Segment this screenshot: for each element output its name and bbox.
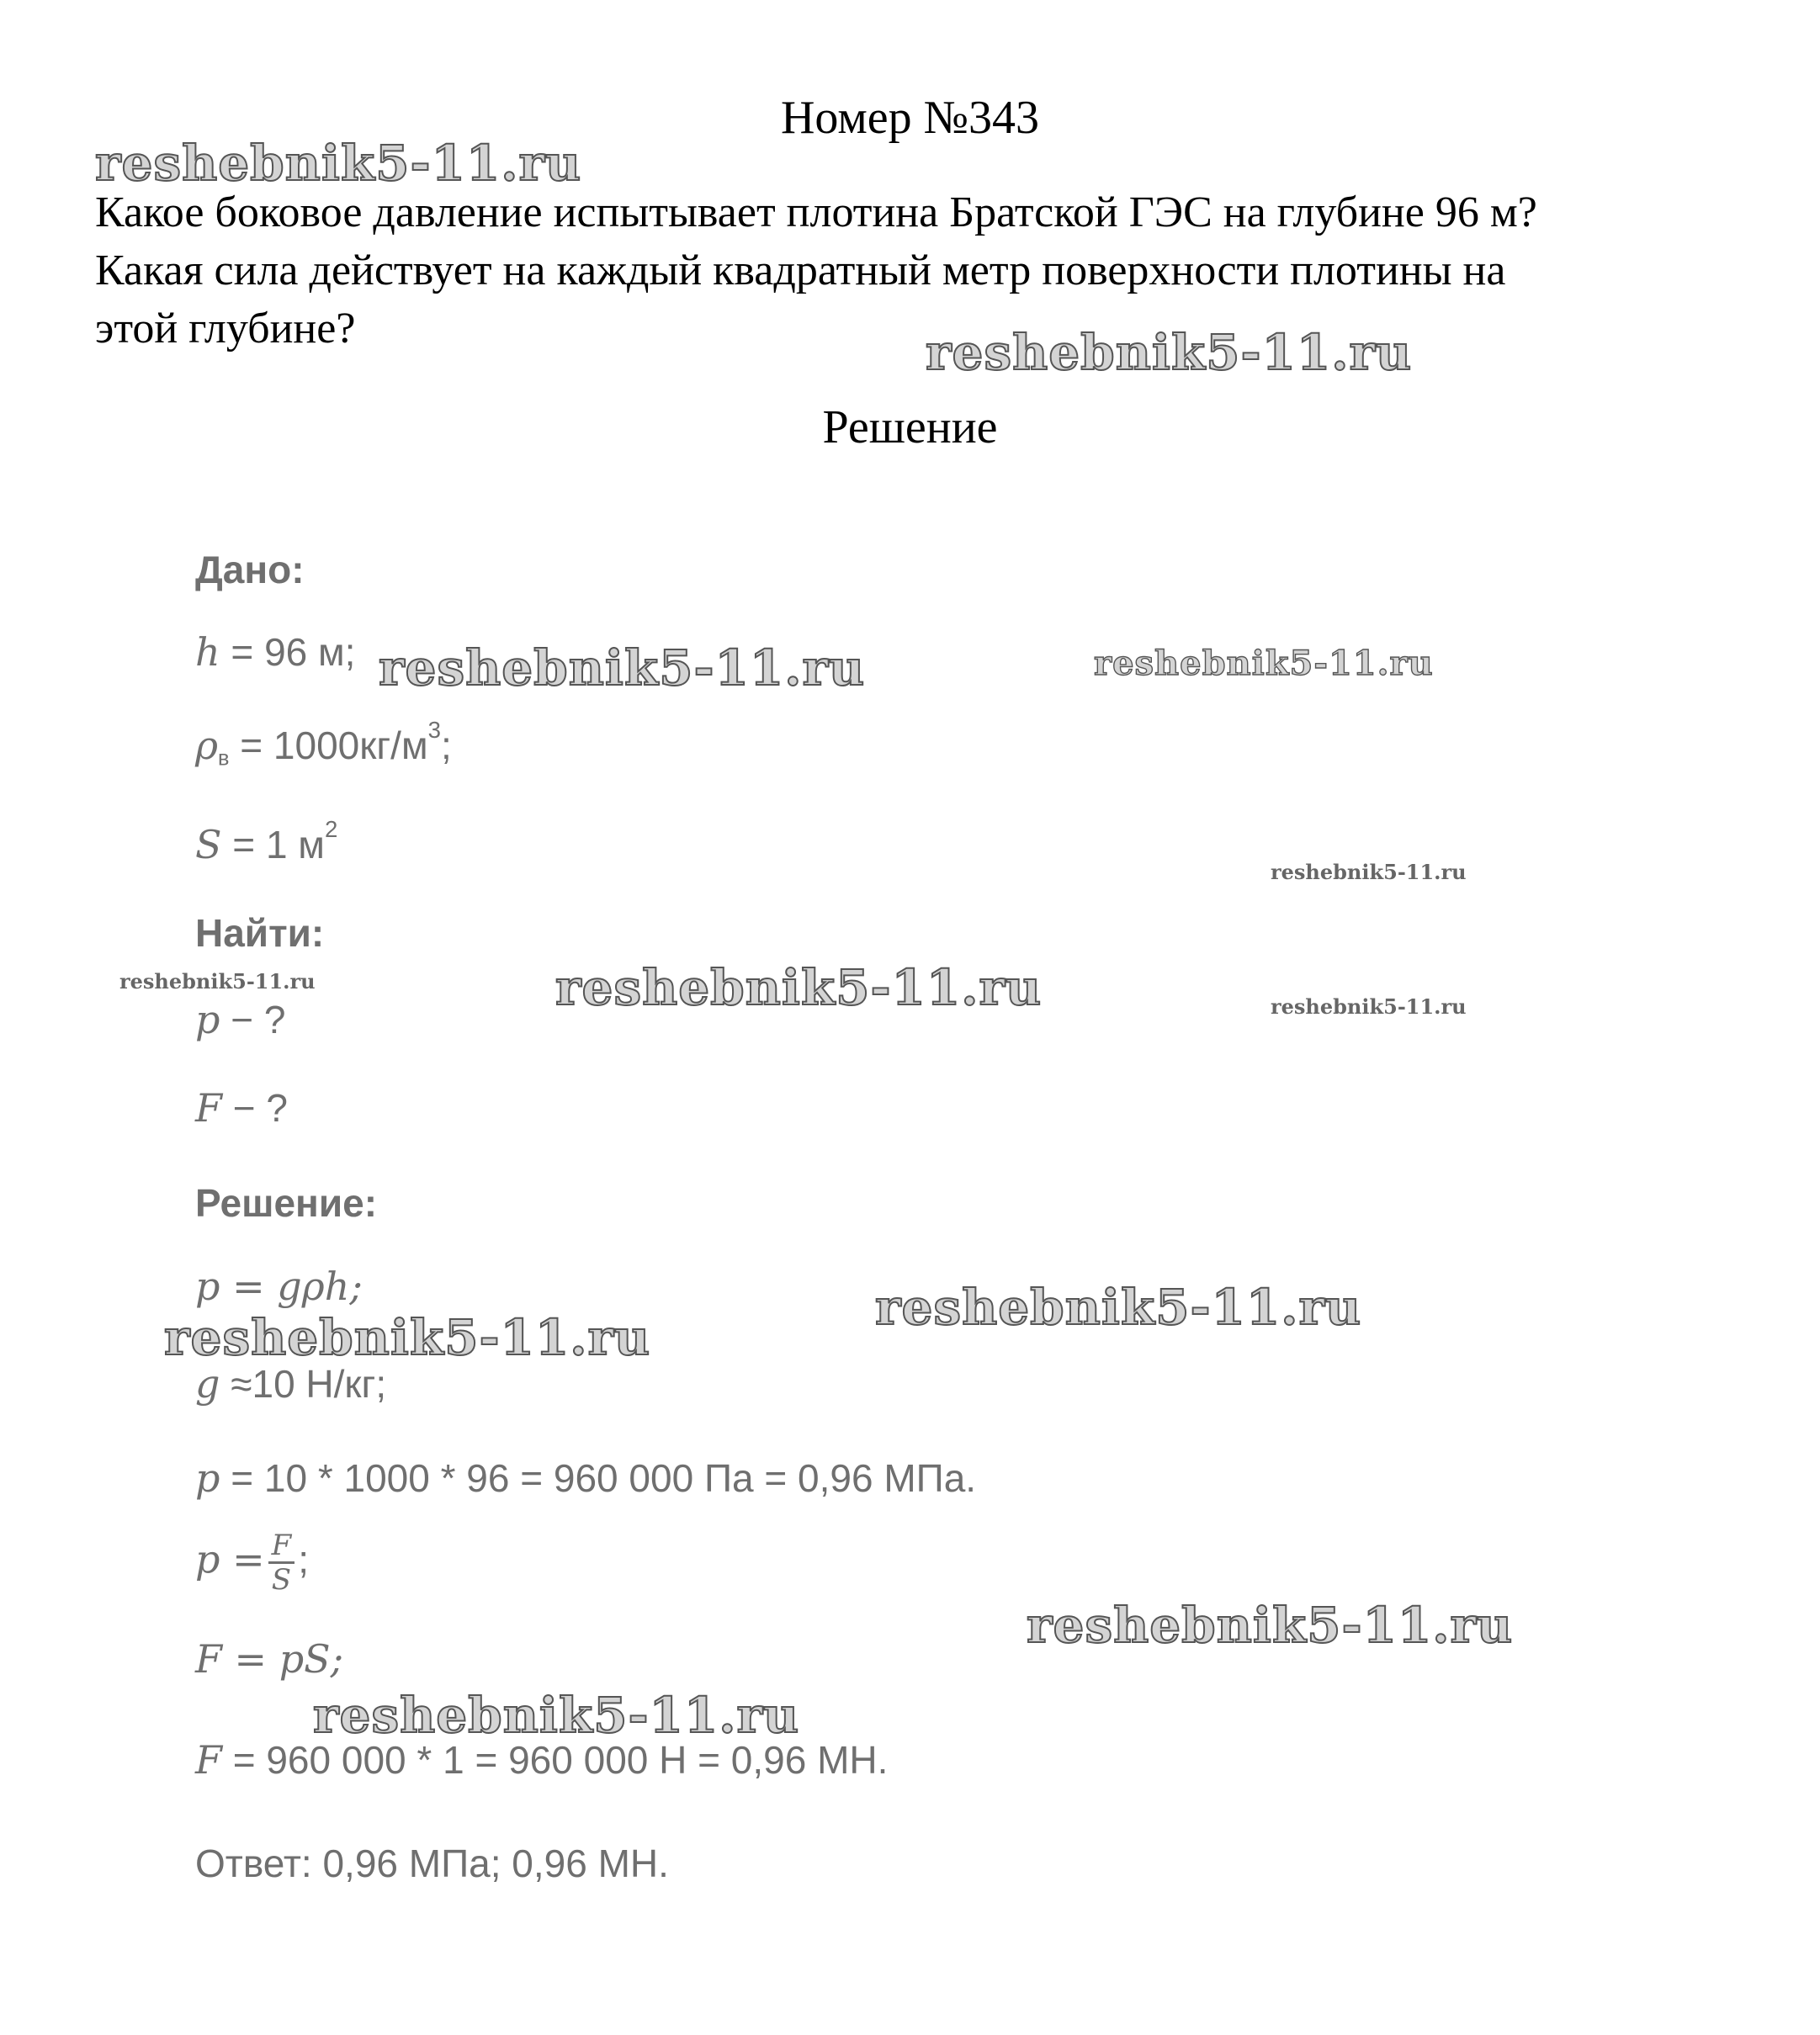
fraction xyxy=(268,1529,295,1596)
page-title: Номер №343 xyxy=(780,92,1040,144)
find-label: Найти: xyxy=(195,911,325,955)
solution-heading: Решение xyxy=(822,401,998,453)
calc-force xyxy=(195,1737,888,1783)
watermark: reshebnik5-11.ru xyxy=(926,324,1413,381)
solution-label: Решение: xyxy=(195,1181,378,1225)
formula-pressure-text: p = gρh; xyxy=(195,1264,363,1309)
frac-numerator: F xyxy=(268,1529,295,1564)
watermark: reshebnik5-11.ru xyxy=(1094,644,1434,683)
g-value-text: ≈10 Н/кг; xyxy=(220,1362,387,1406)
problem-statement: Какое боковое давление испытывает плотина Братской ГЭС на глубине 96 м? Какая сила действует на каждый квадратный метр поверхности плотины на этой глубине? xyxy=(95,188,1537,352)
answer: Ответ: 0,96 МПа; 0,96 МН. xyxy=(195,1842,669,1885)
p-find-variable: p xyxy=(195,997,220,1042)
watermark: reshebnik5-11.ru xyxy=(875,1279,1362,1336)
rho-exponent: 3 xyxy=(427,717,441,743)
calc-p-variable: p xyxy=(195,1455,220,1501)
given-s xyxy=(195,816,337,867)
frac-end: ; xyxy=(298,1537,309,1582)
h-variable: h xyxy=(195,629,220,675)
p-find-text: − ? xyxy=(220,998,286,1041)
formula-force xyxy=(195,1636,343,1682)
watermark: reshebnik5-11.ru xyxy=(379,639,866,697)
s-value: = 1 м xyxy=(221,822,325,866)
rho-variable: ρ xyxy=(195,722,219,768)
find-f xyxy=(195,1085,288,1131)
formula-force-text: F = pS; xyxy=(195,1636,344,1682)
given-h xyxy=(195,629,355,675)
watermark: reshebnik5-11.ru xyxy=(1271,994,1467,1019)
find-p xyxy=(195,997,285,1042)
calc-pressure xyxy=(195,1455,976,1501)
g-variable: g xyxy=(195,1361,220,1407)
formula-pressure xyxy=(195,1264,363,1309)
rho-end: ; xyxy=(440,723,452,767)
rho-value: = 1000кг/м xyxy=(229,723,428,767)
watermark: reshebnik5-11.ru xyxy=(119,969,316,994)
watermark: reshebnik5-11.ru xyxy=(1027,1597,1514,1654)
watermark: reshebnik5-11.ru xyxy=(555,959,1043,1016)
watermark: reshebnik5-11.ru xyxy=(95,135,582,192)
given-label: Дано: xyxy=(195,548,305,591)
watermark: reshebnik5-11.ru xyxy=(164,1309,651,1366)
f-find-variable: F xyxy=(195,1085,222,1131)
formula-fraction xyxy=(195,1529,309,1596)
watermark: reshebnik5-11.ru xyxy=(313,1687,800,1744)
frac-lhs: p = xyxy=(195,1536,265,1582)
given-rho xyxy=(195,717,452,771)
frac-denominator: S xyxy=(271,1563,292,1597)
watermark: reshebnik5-11.ru xyxy=(1271,860,1467,884)
calc-f-variable: F xyxy=(195,1737,222,1783)
h-value: = 96 м; xyxy=(220,630,356,674)
calc-f-text: = 960 000 * 1 = 960 000 Н = 0,96 МН. xyxy=(221,1738,889,1782)
f-find-text: − ? xyxy=(221,1086,288,1130)
rho-subscript: в xyxy=(218,746,230,771)
g-value xyxy=(195,1361,386,1407)
s-exponent: 2 xyxy=(324,816,338,842)
calc-p-text: = 10 * 1000 * 96 = 960 000 Па = 0,96 МПа. xyxy=(220,1456,977,1500)
s-variable: S xyxy=(195,821,222,867)
